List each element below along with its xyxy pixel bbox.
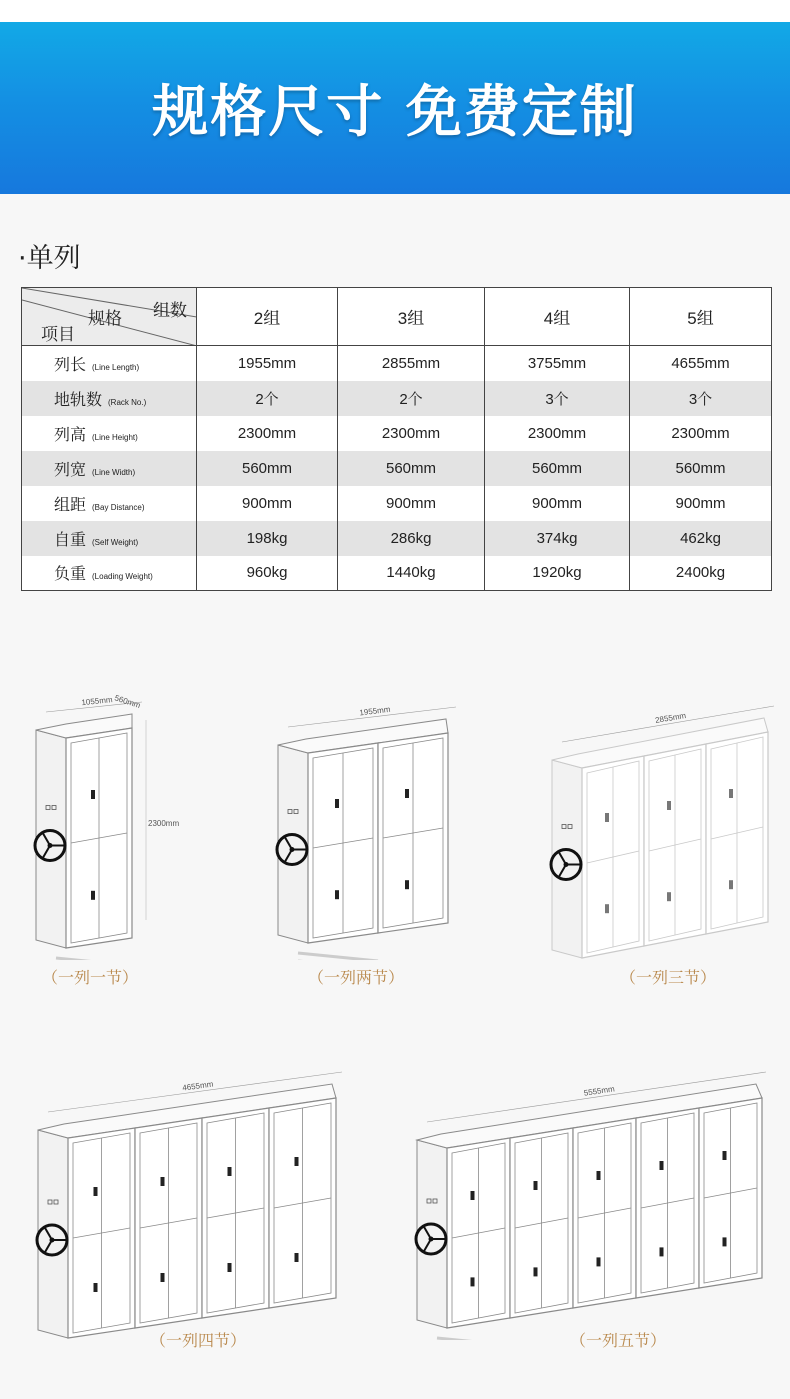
lock-icon <box>91 790 95 799</box>
lock-icon <box>335 890 339 899</box>
table-cell: 3个 <box>485 381 630 416</box>
table-cell: 2300mm <box>338 416 485 451</box>
dimension-label: 560mm <box>113 693 142 711</box>
row-label-cn: 自重 <box>54 531 87 549</box>
row-label-en: (Rack No.) <box>108 397 147 407</box>
end-panel <box>552 760 582 958</box>
dimension-label: 2300mm <box>148 819 180 828</box>
table-cell: 560mm <box>485 451 630 486</box>
cabinet-group <box>416 1072 766 1340</box>
lock-icon <box>605 904 609 913</box>
table-cell: 1920kg <box>485 556 630 591</box>
table-cell: 286kg <box>338 521 485 556</box>
lock-icon <box>91 891 95 900</box>
table-cell: 560mm <box>630 451 772 486</box>
figure-caption: （一列三节） <box>620 968 717 987</box>
lock-icon <box>660 1247 664 1256</box>
row-label-en: (Line Height) <box>92 432 138 442</box>
lock-icon <box>161 1177 165 1186</box>
table-cell: 900mm <box>338 486 485 521</box>
lock-icon <box>605 813 609 822</box>
table-row <box>22 521 772 556</box>
row-label <box>22 521 197 556</box>
table-header-row <box>22 288 772 346</box>
row-label-cn: 地轨数 <box>54 391 103 409</box>
table-row <box>22 381 772 416</box>
cabinet-group <box>277 705 456 960</box>
cabinet-figure-4-sections <box>20 1020 350 1340</box>
lock-icon <box>405 880 409 889</box>
table-cell: 1955mm <box>197 346 338 381</box>
lock-icon <box>667 801 671 810</box>
floor-rail <box>56 958 136 960</box>
row-label <box>22 346 197 381</box>
lock-icon <box>723 1237 727 1246</box>
end-panel <box>36 730 66 948</box>
row-label-cn: 列长 <box>54 356 87 374</box>
lock-icon <box>471 1277 475 1286</box>
lock-icon <box>94 1187 98 1196</box>
row-label-en: (Line Length) <box>92 362 140 372</box>
row-label <box>22 451 197 486</box>
column-header: 4组 <box>485 288 630 346</box>
end-panel <box>38 1130 68 1338</box>
table-cell: 560mm <box>338 451 485 486</box>
lock-icon <box>723 1151 727 1160</box>
table-cell: 4655mm <box>630 346 772 381</box>
top-strip <box>0 0 790 22</box>
lock-icon <box>729 789 733 798</box>
figure-caption: （一列一节） <box>42 968 139 987</box>
row-label-en: (Line Width) <box>92 467 136 477</box>
row-label-cn: 列宽 <box>54 461 87 479</box>
corner-spec-label: 规格 <box>88 309 122 328</box>
lock-icon <box>405 789 409 798</box>
table-row <box>22 416 772 451</box>
cabinet-figure-1-section <box>18 680 208 960</box>
row-label-en: (Self Weight) <box>92 537 139 547</box>
table-cell: 1440kg <box>338 556 485 591</box>
table-cell: 2300mm <box>630 416 772 451</box>
lock-icon <box>534 1181 538 1190</box>
row-label-cn: 负重 <box>54 566 87 584</box>
dimension-label: 2855mm <box>654 710 687 726</box>
dimension-label: 1055mm <box>81 695 113 708</box>
column-header: 2组 <box>197 288 338 346</box>
banner-title: 规格尺寸 免费定制 <box>152 80 638 145</box>
lock-icon <box>161 1273 165 1282</box>
table-row <box>22 486 772 521</box>
lock-icon <box>228 1263 232 1272</box>
table-row <box>22 556 772 591</box>
row-label-en: (Loading Weight) <box>92 572 153 582</box>
figure-caption: （一列五节） <box>570 1331 667 1350</box>
table-cell: 3755mm <box>485 346 630 381</box>
table-cell: 2300mm <box>485 416 630 451</box>
lock-icon <box>94 1283 98 1292</box>
cabinet-figure-5-sections <box>405 1010 775 1340</box>
corner-groups-label: 组数 <box>153 301 187 320</box>
lock-icon <box>295 1253 299 1262</box>
cabinet-group <box>35 695 142 960</box>
lock-icon <box>534 1267 538 1276</box>
table-cell: 3个 <box>630 381 772 416</box>
cabinet-group <box>551 706 774 960</box>
lock-icon <box>471 1191 475 1200</box>
row-label-cn: 列高 <box>54 426 87 444</box>
lock-icon <box>228 1167 232 1176</box>
lock-icon <box>660 1161 664 1170</box>
table-cell: 560mm <box>197 451 338 486</box>
lock-icon <box>335 799 339 808</box>
cabinet-figure-2-sections <box>268 690 468 960</box>
column-header: 5组 <box>630 288 772 346</box>
table-cell: 374kg <box>485 521 630 556</box>
row-label-cn: 组距 <box>54 496 87 514</box>
row-label <box>22 381 197 416</box>
lock-icon <box>597 1171 601 1180</box>
table-cell: 900mm <box>197 486 338 521</box>
floor-rail <box>437 1338 517 1340</box>
figure-caption: （一列四节） <box>150 1331 247 1350</box>
section-title: ·单列 <box>18 243 81 274</box>
row-label <box>22 486 197 521</box>
table-cell: 2855mm <box>338 346 485 381</box>
dimension-label: 1955mm <box>358 704 391 718</box>
dimension-label: 5555mm <box>583 1084 616 1098</box>
floor-rail <box>298 953 378 960</box>
figure-caption: （一列两节） <box>308 968 405 987</box>
table-cell: 960kg <box>197 556 338 591</box>
table-row <box>22 346 772 381</box>
lock-icon <box>667 892 671 901</box>
table-cell: 2400kg <box>630 556 772 591</box>
dimension-label: 4655mm <box>181 1079 214 1093</box>
table-cell: 900mm <box>630 486 772 521</box>
banner <box>0 22 790 194</box>
column-header: 3组 <box>338 288 485 346</box>
end-panel <box>278 745 308 943</box>
table-cell: 2个 <box>197 381 338 416</box>
row-label-en: (Bay Distance) <box>92 502 145 512</box>
table-row <box>22 451 772 486</box>
table-cell: 2个 <box>338 381 485 416</box>
table-cell: 2300mm <box>197 416 338 451</box>
table-cell: 198kg <box>197 521 338 556</box>
table-corner-cell <box>22 288 197 346</box>
lock-icon <box>729 880 733 889</box>
lock-icon <box>597 1257 601 1266</box>
corner-item-label: 项目 <box>41 325 75 344</box>
row-label <box>22 416 197 451</box>
table-cell: 462kg <box>630 521 772 556</box>
row-label <box>22 556 197 591</box>
end-panel <box>417 1140 447 1328</box>
spec-table <box>21 287 772 591</box>
cabinet-figure-3-sections <box>540 680 780 960</box>
lock-icon <box>295 1157 299 1166</box>
table-cell: 900mm <box>485 486 630 521</box>
cabinet-group <box>37 1072 342 1340</box>
